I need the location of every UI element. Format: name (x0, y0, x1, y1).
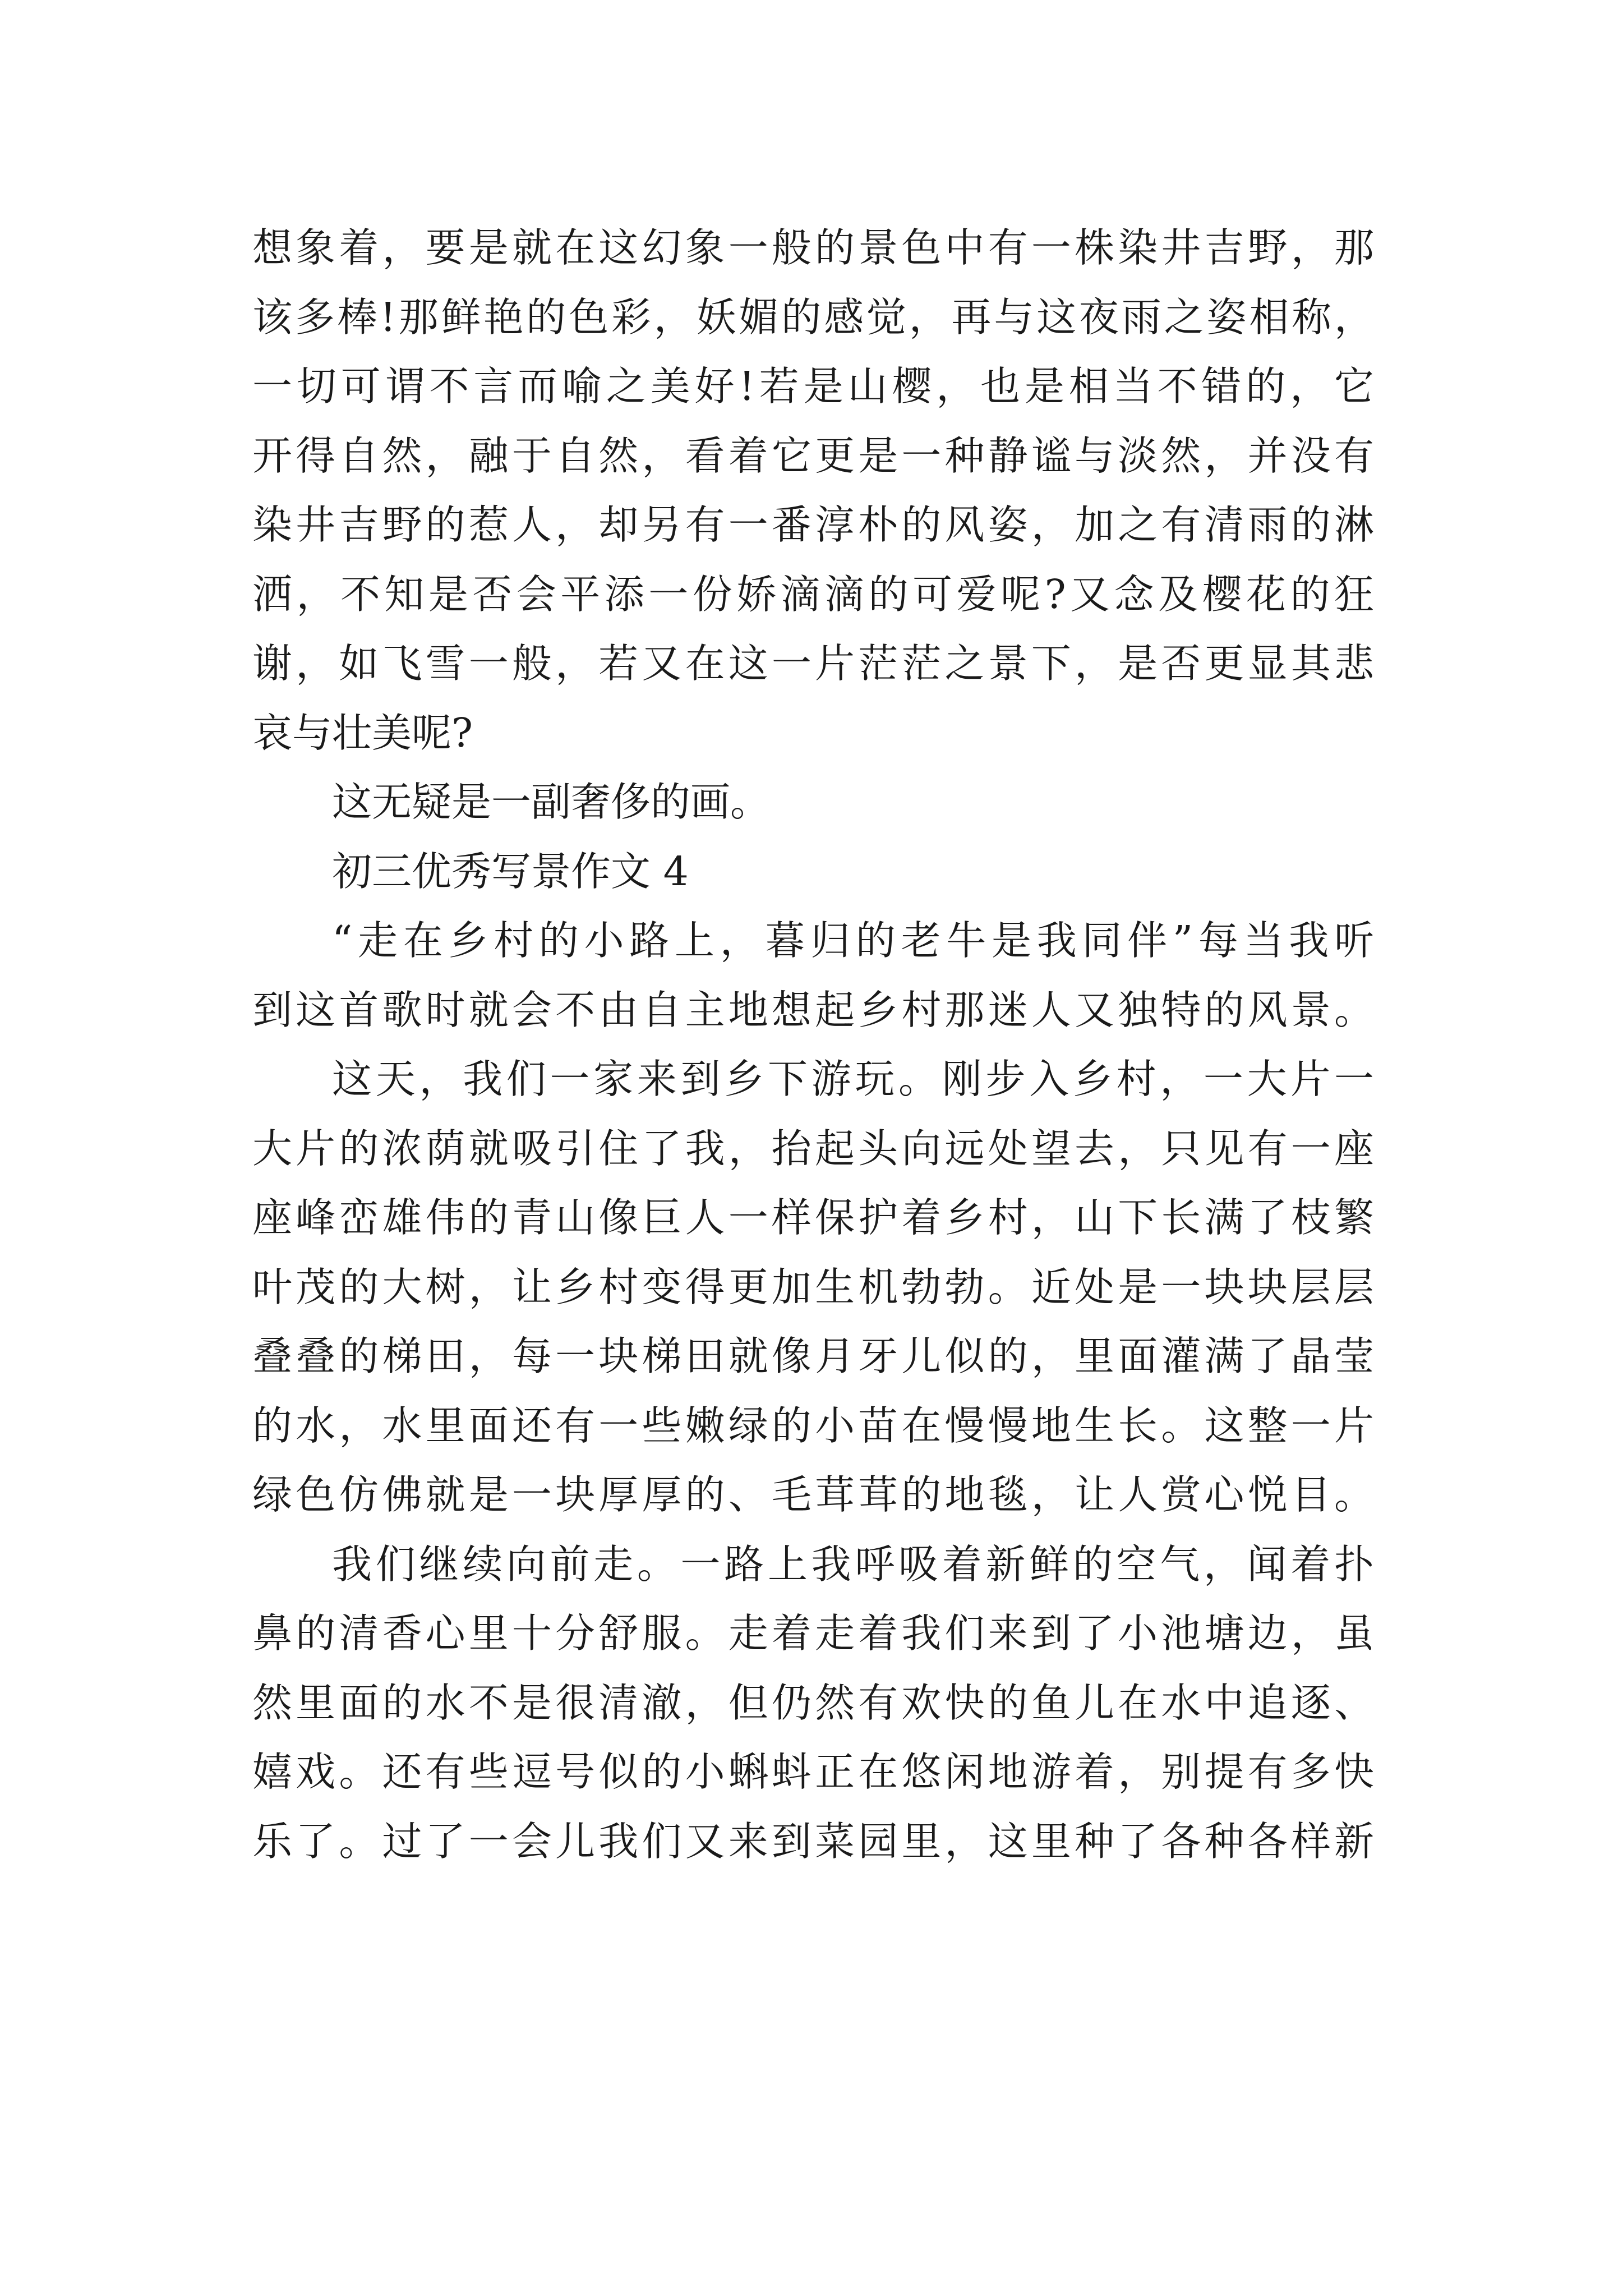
text-line: 想象着，要是就在这幻象一般的景色中有一株染井吉野，那 (252, 224, 1374, 271)
essay-body (252, 213, 1374, 1876)
text-line: 哀与壮美呢? (252, 709, 473, 756)
text-line: 的水，水里面还有一些嫩绿的小苗在慢慢地生长。这整一片 (252, 1402, 1374, 1449)
text-line: 叠叠的梯田，每一块梯田就像月牙儿似的，里面灌满了晶莹 (252, 1333, 1374, 1379)
text-line: 谢，如飞雪一般，若又在这一片茫茫之景下，是否更显其悲 (252, 640, 1374, 687)
text-line: 然里面的水不是很清澈，但仍然有欢快的鱼儿在水中追逐、 (252, 1679, 1374, 1726)
section-heading: 初三优秀写景作文 4 (332, 848, 689, 895)
text-line: 开得自然，融于自然，看着它更是一种静谧与淡然，并没有 (252, 432, 1374, 479)
text-line: 鼻的清香心里十分舒服。走着走着我们来到了小池塘边，虽 (252, 1610, 1374, 1657)
text-line: 洒，不知是否会平添一份娇滴滴的可爱呢?又念及樱花的狂 (252, 570, 1374, 618)
text-line: 一切可谓不言而喻之美好!若是山樱，也是相当不错的，它 (252, 363, 1374, 409)
text-line: 这无疑是一副奢侈的画。 (332, 779, 771, 825)
text-line: 到这首歌时就会不由自主地想起乡村那迷人又独特的风景。 (252, 986, 1374, 1033)
text-line: 叶茂的大树，让乡村变得更加生机勃勃。近处是一块块层层 (252, 1263, 1374, 1310)
text-line: 乐了。过了一会儿我们又来到菜园里，这里种了各种各样新 (252, 1818, 1374, 1865)
text-line: 我们继续向前走。一路上我呼吸着新鲜的空气，闻着扑 (332, 1540, 1374, 1588)
text-line: 染井吉野的惹人，却另有一番淳朴的风姿，加之有清雨的淋 (252, 501, 1374, 548)
text-line: 座峰峦雄伟的青山像巨人一样保护着乡村，山下长满了枝繁 (252, 1194, 1374, 1241)
text-line: 这天，我们一家来到乡下游玩。刚步入乡村，一大片一 (332, 1056, 1374, 1102)
text-line: 嬉戏。还有些逗号似的小蝌蚪正在悠闲地游着，别提有多快 (252, 1749, 1374, 1795)
text-line: 绿色仿佛就是一块厚厚的、毛茸茸的地毯，让人赏心悦目。 (252, 1471, 1374, 1518)
text-line: 大片的浓荫就吸引住了我，抬起头向远处望去，只见有一座 (252, 1125, 1374, 1172)
text-line: “走在乡村的小路上，暮归的老牛是我同伴”每当我听 (332, 917, 1374, 964)
text-line: 该多棒!那鲜艳的色彩，妖媚的感觉，再与这夜雨之姿相称， (252, 293, 1374, 341)
